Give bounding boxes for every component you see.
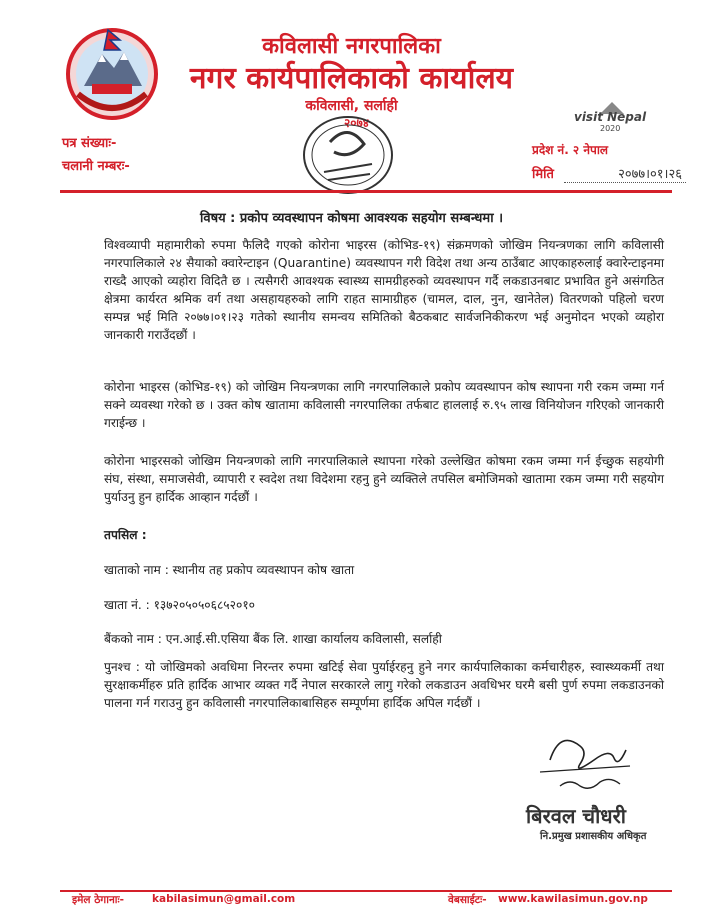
signatory-designation: नि.प्रमुख प्रशासकीय अधिकृत bbox=[540, 831, 647, 842]
handwritten-signature bbox=[530, 720, 640, 800]
header-divider bbox=[60, 190, 672, 193]
province-label: प्रदेश नं. २ नेपाल bbox=[532, 143, 609, 157]
tapsil-heading: तपसिल : bbox=[104, 528, 147, 542]
date-label: मिति bbox=[532, 167, 554, 182]
bank-name: बैंकको नाम : एन.आई.सी.एसिया बैंक लि. शाखा कार्यालय कविलासी, सर्लाही bbox=[104, 632, 442, 646]
visit-nepal-year: 2020 bbox=[600, 124, 621, 133]
website-link[interactable]: www.kawilasimun.gov.np bbox=[498, 893, 648, 905]
ref-number-label: पत्र संख्याः- bbox=[62, 136, 117, 151]
email-label: इमेल ठेगानाः- bbox=[72, 894, 124, 906]
account-number: खाता नं. : १३७२०५०५०६८५२०१० bbox=[104, 598, 255, 612]
paragraph-2: कोरोना भाइरस (कोभिड-१९) को जोखिम नियन्त्रणका लागि नगरपालिकाले प्रकोप व्यवस्थापन कोष स्थापना गरी रकम जम्मा गर्न सक्ने व्यवस्था गरेको छ । उक्त कोष खातामा कविलासी नगरपालिका तर्फबाट हाललाई रु.९५ लाख विनियोजन गरिएको जानकारी गराईन्छ । bbox=[104, 380, 664, 430]
paragraph-3: कोरोना भाइरसको जोखिम नियन्त्रणको लागि नगरपालिकाले स्थापना गरेको उल्लेखित कोषमा रकम जम्मा गर्न ईच्छुक सहयोगी संघ, संस्था, समाजसेवी, व्यापारी र स्वदेश तथा विदेशमा रहनु हुने व्यक्तिले तपसिल बमोजिमको खातामा रकम जम्मा गरी सहयोग पुर्याउनु हुन हार्दिक आव्हान गर्दछौं । bbox=[104, 454, 664, 504]
account-name: खाताको नाम : स्थानीय तह प्रकोप व्यवस्थापन कोष खाता bbox=[104, 563, 355, 577]
postscript: पुनश्च : यो जोखिमको अवधिमा निरन्तर रुपमा खटिई सेवा पुर्याईरहनु हुने नगर कार्यपालिकाका कर्मचारीहरु, स्वास्थ्यकर्मी तथा सुरक्षाकर्मीहरु प्रति हार्दिक आभार व्यक्त गर्दै नेपाल सरकारले लागु गरेको लकडाउन अवधिभर घरमै बसी पुर्ण रुपमा लकडाउनको पालना गर्न गराउनु हुन कविलासी नगरपालिकाबासिहरु सम्पूर्णमा हार्दिक अपिल गर्दछौं । bbox=[104, 660, 664, 710]
website-label: वेबसाईटः- bbox=[448, 894, 487, 906]
date-value: २०७७।०१।२६ bbox=[564, 164, 686, 183]
establishment-year: २०७४ bbox=[344, 116, 369, 130]
email-link[interactable]: kabilasimun@gmail.com bbox=[152, 893, 296, 905]
visit-nepal-logo bbox=[570, 100, 650, 134]
dispatch-number-label: चलानी नम्बरः- bbox=[62, 159, 130, 174]
org-name-line1: कविलासी नगरपालिका bbox=[262, 34, 441, 59]
visit-nepal-text: visit Nepal bbox=[574, 110, 647, 124]
office-stamp bbox=[300, 112, 396, 198]
org-name-line2: नगर कार्यपालिकाको कार्यालय bbox=[189, 61, 514, 96]
signatory-name: बिरवल चौधरी bbox=[526, 804, 626, 828]
org-address: कविलासी, सर्लाही bbox=[305, 98, 398, 114]
letter-subject: विषय : प्रकोप व्यवस्थापन कोषमा आवश्यक सहयोग सम्बन्धमा । bbox=[199, 211, 504, 226]
paragraph-1: विश्वव्यापी महामारीको रुपमा फैलिदै गएको कोरोना भाइरस (कोभिड-१९) संक्रमणको जोखिम नियन्त्रणका लागि कविलासी नगरपालिकाले २४ सैयाको क्वारेन्टाइन (Quarantine) व्यवस्थापन गरी विदेश तथा अन्य ठाउँबाट आएकाहरुलाई क्वारेन्टाइनमा राख्दै आएको व्यहोरा विदितै छ । त्यसैगरी आवश्यक स्वास्थ्य सामग्रीहरुको व्यवस्थापन गर्दै लकडाउनबाट प्रभावित हुने असंगठित क्षेत्रमा कार्यरत श्रमिक वर्ग तथा असहायहरुको लागि राहत सामाग्रीहरु (चामल, दाल, नुन, खानेतेल) वितरणको पहिलो चरण सम्पन्न भई मिति २०७७।०१।२३ गतेको स्थानीय समन्वय समितिको बैठकबाट सार्वजनिकीकरण भई अनुमोदन भएको व्यहोरा जानकारी गराउँदछौं । bbox=[104, 238, 664, 342]
footer-divider bbox=[60, 890, 672, 892]
